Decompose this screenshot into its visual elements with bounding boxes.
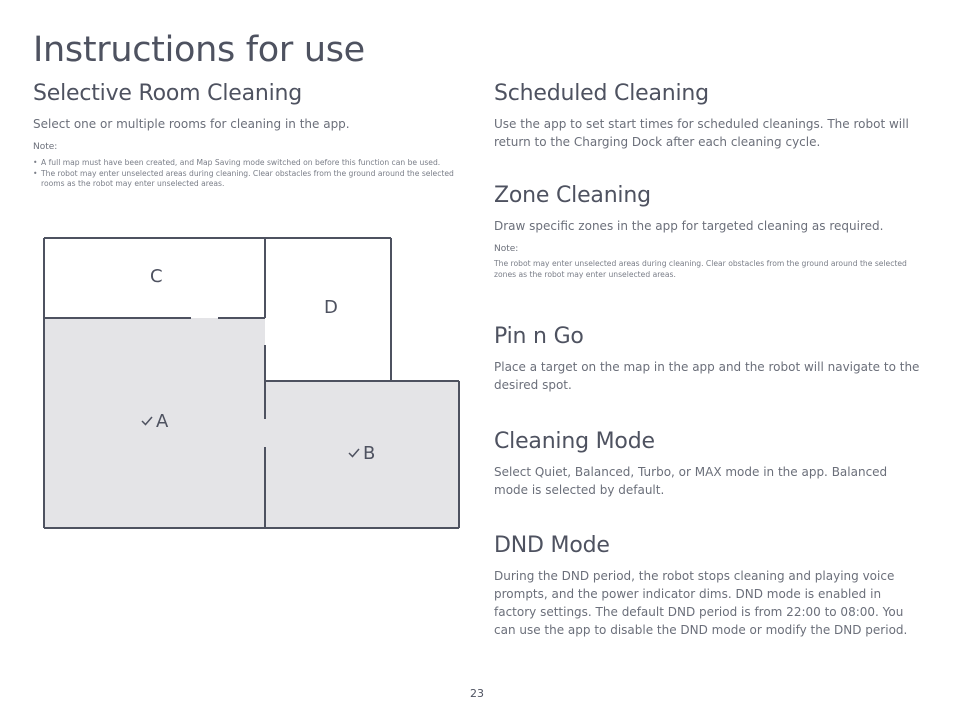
zone-cleaning-heading: Zone Cleaning xyxy=(494,183,651,208)
cleaning-mode-section xyxy=(494,429,924,499)
cleaning-mode-body: Select Quiet, Balanced, Turbo, or MAX mode in the app. Balanced mode is selected by default. xyxy=(494,465,888,497)
check-icon xyxy=(348,447,360,459)
room-b[interactable] xyxy=(348,443,375,464)
room-d-label[interactable]: D xyxy=(324,297,338,318)
selective-note-label: Note: xyxy=(33,142,58,152)
zone-cleaning-body: Draw specific zones in the app for targeted cleaning as required. xyxy=(494,219,884,233)
selective-room-heading: Selective Room Cleaning xyxy=(33,81,303,106)
room-a-label: A xyxy=(156,411,169,432)
dnd-mode-section xyxy=(494,533,924,639)
pin-n-go-heading: Pin n Go xyxy=(494,324,584,349)
dnd-mode-heading: DND Mode xyxy=(494,533,610,558)
page-number: 23 xyxy=(470,687,484,700)
scheduled-cleaning-body: Use the app to set start times for scheduled cleanings. The robot will return to the Charging Dock after each cleaning cycle. xyxy=(494,117,909,149)
page-title: Instructions for use xyxy=(33,30,365,70)
selective-note-item: • The robot may enter unselected areas during cleaning. Clear obstacles from the ground around the selected rooms as the robot may enter unselected areas. xyxy=(33,169,463,190)
room-c-label[interactable]: C xyxy=(150,266,163,287)
room-a[interactable] xyxy=(141,411,168,432)
zone-note-text: The robot may enter unselected areas during cleaning. Clear obstacles from the ground around the selected zones as the robot may enter unselected areas. xyxy=(494,259,907,279)
pin-n-go-section xyxy=(494,324,924,394)
selective-note-item: • A full map must have been created, and Map Saving mode switched on before this function can be used. xyxy=(33,158,463,169)
check-icon xyxy=(141,415,153,427)
dnd-mode-body: During the DND period, the robot stops cleaning and playing voice prompts, and the power indicator dims. DND mode is enabled in factory settings. The default DND period is from 22:00 to 08:00. You can use the app to disable the DND mode or modify the DND period. xyxy=(494,569,908,637)
zone-cleaning-section xyxy=(494,183,924,280)
scheduled-cleaning-heading: Scheduled Cleaning xyxy=(494,81,709,106)
selective-room-body: Select one or multiple rooms for cleaning in the app. xyxy=(33,117,350,131)
room-b-label: B xyxy=(363,443,376,464)
cleaning-mode-heading: Cleaning Mode xyxy=(494,429,655,454)
scheduled-cleaning-section xyxy=(494,81,924,151)
zone-note-label: Note: xyxy=(494,244,519,254)
pin-n-go-body: Place a target on the map in the app and the robot will navigate to the desired spot. xyxy=(494,360,920,392)
